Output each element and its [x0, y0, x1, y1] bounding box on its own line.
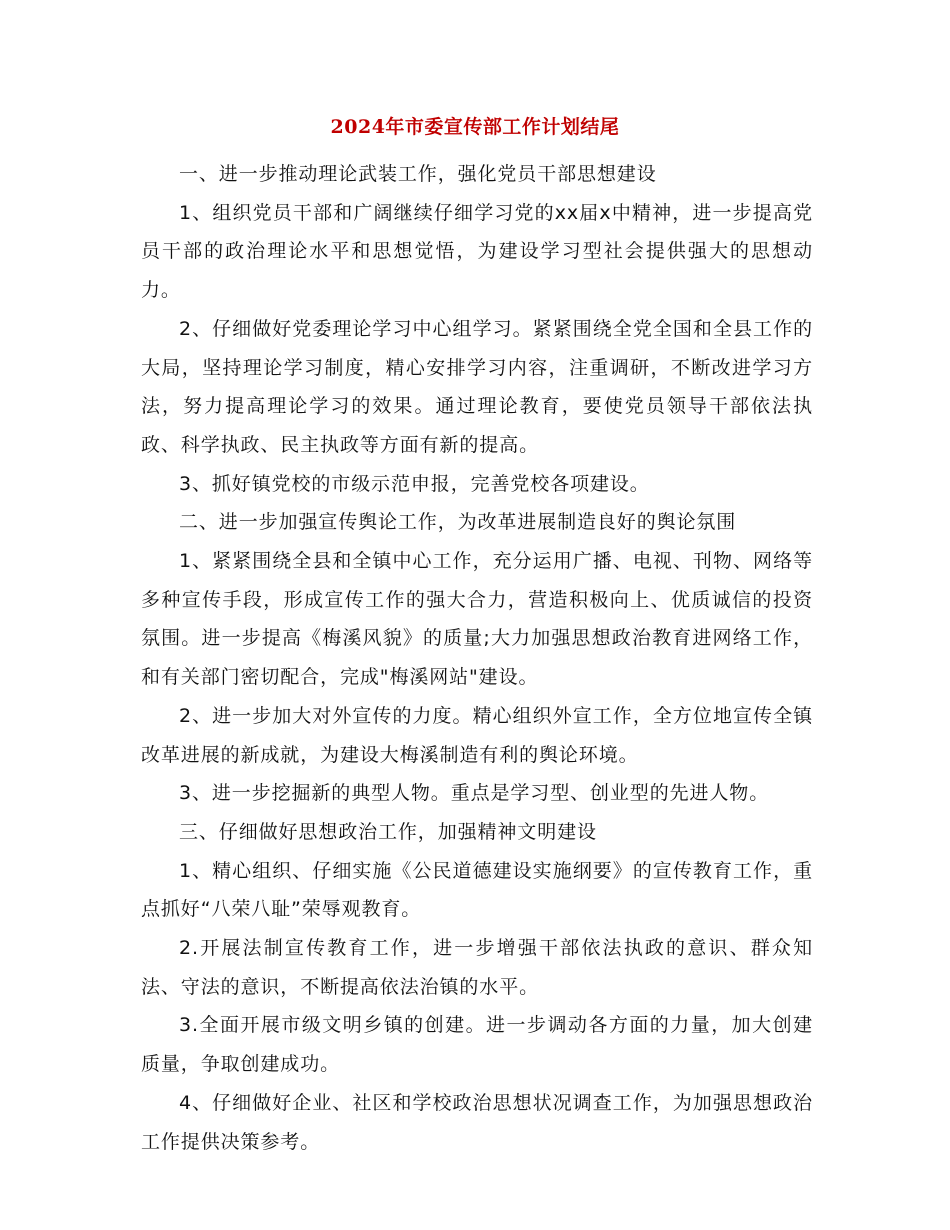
paragraph: 4、仔细做好企业、社区和学校政治思想状况调查工作，为加强思想政治工作提供决策参考。 [141, 1091, 813, 1153]
document-title: 2024年市委宣传部工作计划结尾 [330, 116, 620, 138]
paragraph: 2.开展法制宣传教育工作，进一步增强干部依法执政的意识、群众知法、守法的意识，不断提高依法治镇的水平。 [141, 937, 813, 998]
section-heading-2: 二、进一步加强宣传舆论工作，为改革进展制造良好的舆论氛围 [179, 511, 737, 534]
document-body [141, 155, 813, 1161]
paragraph: 2、进一步加大对外宣传的力度。精心组织外宣工作，全方位地宣传全镇改革进展的新成就，为建设大梅溪制造有利的舆论环境。 [141, 704, 813, 766]
paragraph: 3、抓好镇党校的市级示范申报，完善党校各项建设。 [179, 472, 650, 495]
paragraph: 3、进一步挖掘新的典型人物。重点是学习型、创业型的先进人物。 [179, 782, 770, 805]
paragraph: 3.全面开展市级文明乡镇的创建。进一步调动各方面的力量，加大创建质量，争取创建成功。 [141, 1014, 813, 1076]
paragraph: 2、仔细做好党委理论学习中心组学习。紧紧围绕全党全国和全县工作的大局，坚持理论学习制度，精心安排学习内容，注重调研，不断改进学习方法，努力提高理论学习的效果。通过理论教育，要使党员领导干部依法执政、科学执政、民主执政等方面有新的提高。 [141, 317, 813, 456]
paragraph: 1、精心组织、仔细实施《公民道德建设实施纲要》的宣传教育工作，重点抓好“八荣八耻”荣辱观教育。 [141, 859, 813, 921]
section-heading-1: 一、进一步推动理论武装工作，强化党员干部思想建设 [179, 163, 657, 185]
section-heading-3: 三、仔细做好思想政治工作，加强精神文明建设 [179, 820, 597, 843]
paragraph: 1、组织党员干部和广阔继续仔细学习党的xx届x中精神，进一步提高党员干部的政治理论水平和思想觉悟，为建设学习型社会提供强大的思想动力。 [141, 201, 813, 302]
paragraph: 1、紧紧围绕全县和全镇中心工作，充分运用广播、电视、刊物、网络等多种宣传手段，形成宣传工作的强大合力，营造积极向上、优质诚信的投资氛围。进一步提高《梅溪风貌》的质量;大力加强思想政治教育进网络工作，和有关部门密切配合，完成"梅溪网站"建设。 [141, 550, 813, 689]
